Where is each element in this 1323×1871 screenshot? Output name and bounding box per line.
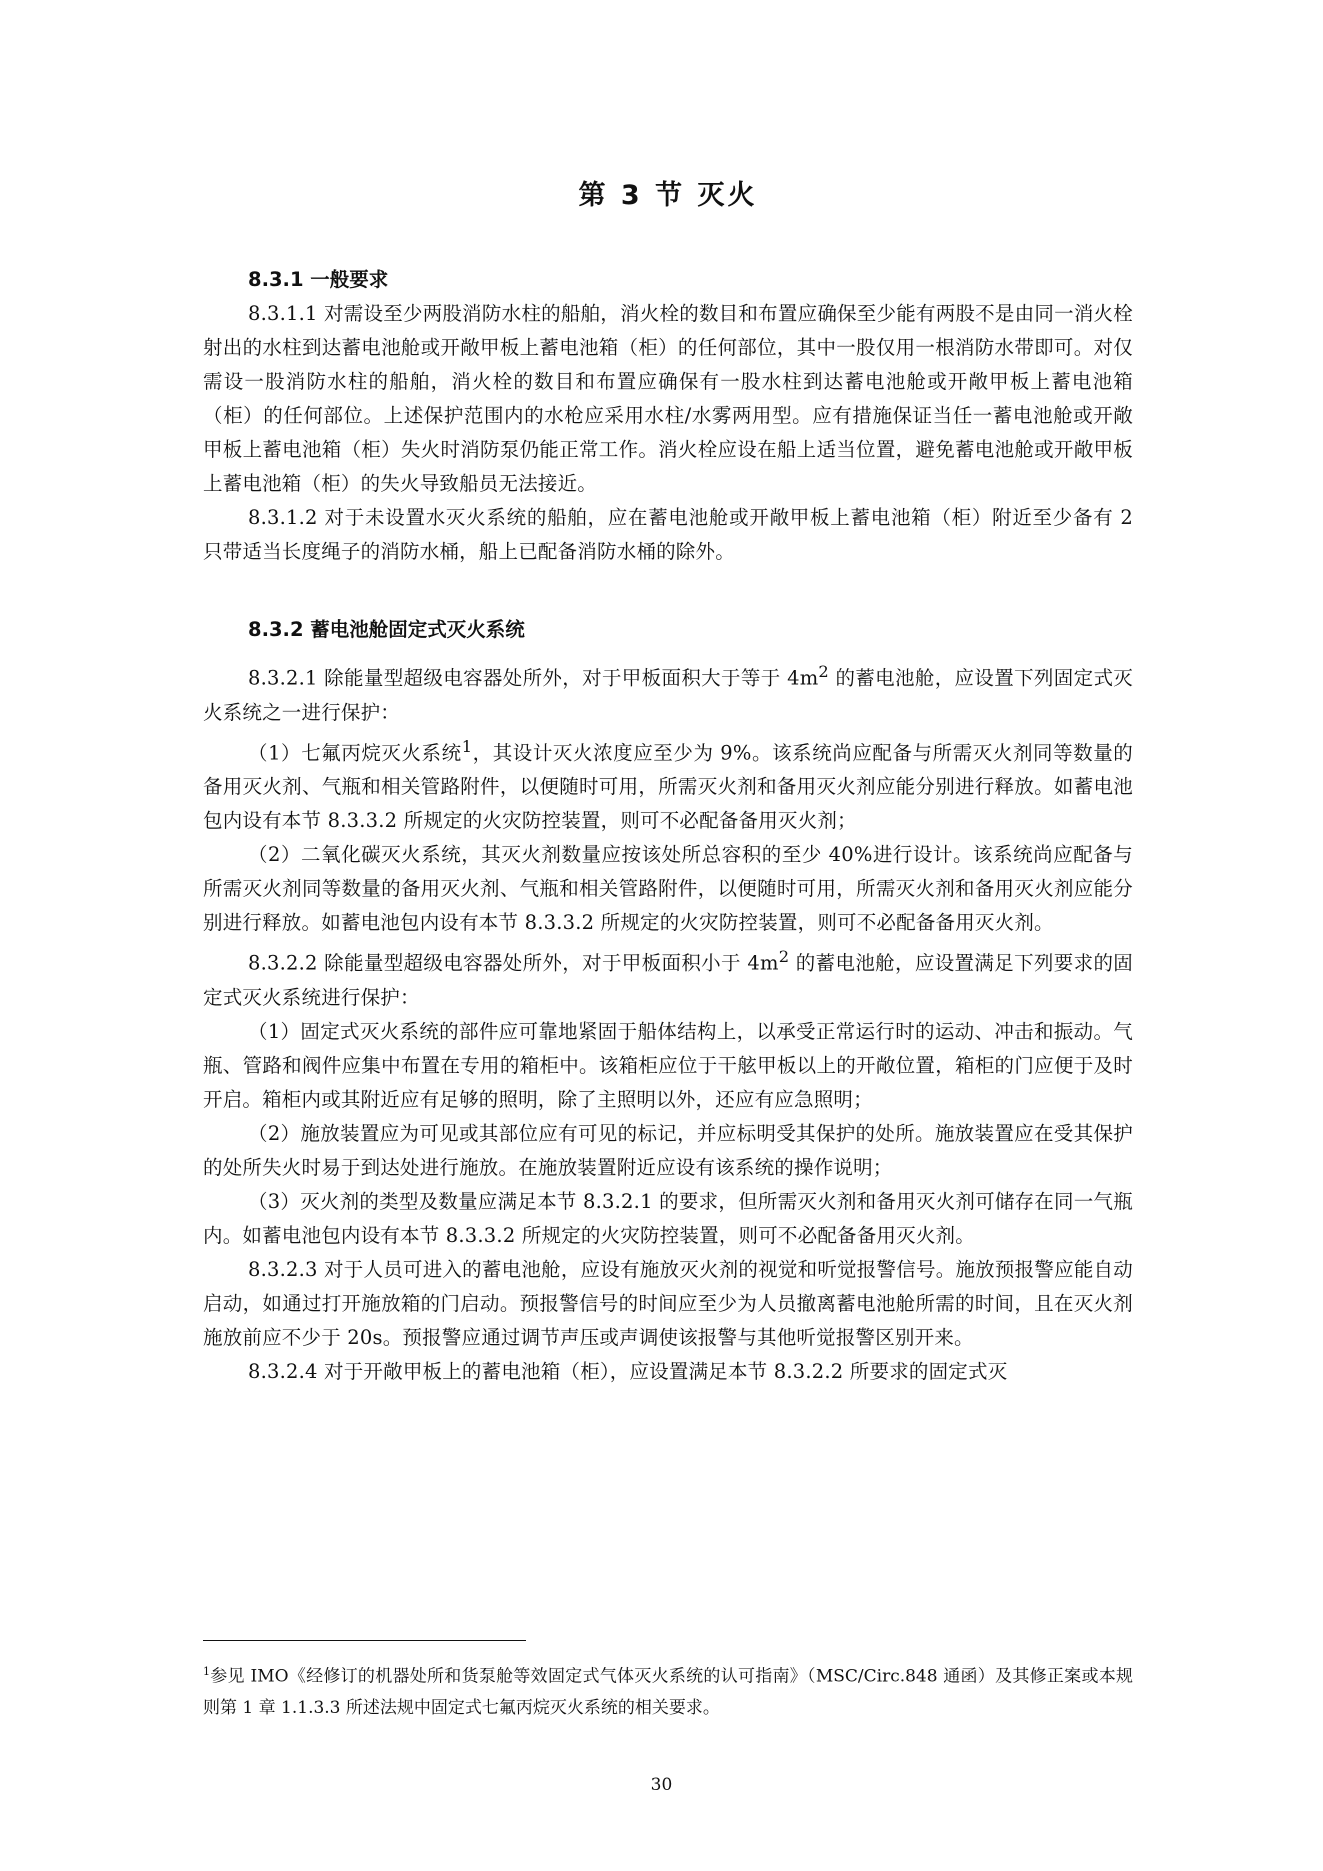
footnote bbox=[203, 1656, 1133, 1724]
list-item-co2-system: （2）二氧化碳灭火系统，其灭火剂数量应按该处所总容积的至少 40%进行设计。该系统尚应配备与所需灭火剂同等数量的备用灭火剂、气瓶和相关管路附件，以便随时可用，所需灭火剂和备用灭火剂应能分别进行释放。如蓄电池包内设有本节 8.3.3.2 所规定的火灾防控装置，则可不必配备备用灭火剂。 bbox=[203, 843, 1133, 934]
footnote-divider bbox=[203, 1640, 526, 1641]
superscript-2: 2 bbox=[778, 947, 790, 966]
page-number: 30 bbox=[650, 1775, 673, 1795]
list-item-halon-system: （1）七氟丙烷灭火系统$^1$，其设计灭火浓度应至少为 9%。该系统尚应配备与所需灭火剂同等数量的备用灭火剂、气瓶和相关管路附件，以便随时可用，所需灭火剂和备用灭火剂应能分别进行释放。如蓄电池包内设有本节 8.3.3.2 所规定的火灾防控装置，则可不必配备备用灭火剂； bbox=[203, 736, 1134, 832]
paragraph-8-3-2-1: 8.3.2.1 除能量型超级电容器处所外，对于甲板面积大于等于 $4m^2$ 的蓄电池舱，应设置下列固定式灭火系统之一进行保护： bbox=[203, 662, 1133, 724]
list-item-components: （1）固定式灭火系统的部件应可靠地紧固于船体结构上，以承受正常运行时的运动、冲击和振动。气瓶、管路和阀件应集中布置在专用的箱柜中。该箱柜应位于干舷甲板以上的开敞位置，箱柜的门应便于及时开启。箱柜内或其附近应有足够的照明，除了主照明以外，还应有应急照明； bbox=[203, 1019, 1133, 1111]
paragraph-8-3-1-2: 8.3.1.2 对于未设置水灭火系统的船舶，应在蓄电池舱或开敞甲板上蓄电池箱（柜）附近至少备有 2 只带适当长度绳子的消防水桶，船上已配备消防水桶的除外。 bbox=[203, 506, 1133, 563]
footnote-text: 参见 IMO《经修订的机器处所和货泵舱等效固定式气体灭火系统的认可指南》（MSC/Circ.848 通函）及其修正案或本规则第 1 章 1.1.3.3 所述法规中固定式七氟丙烷灭火系统的相关要求。 bbox=[203, 1666, 1133, 1718]
footnote-marker: 1 bbox=[203, 1665, 210, 1678]
subsection-heading-8-3-2: 8.3.2 蓄电池舱固定式灭火系统 bbox=[248, 618, 525, 641]
paragraph-8-3-2-2: 8.3.2.2 除能量型超级电容器处所外，对于甲板面积小于 $4m^2$ 的蓄电池舱，应设置满足下列要求的固定式灭火系统进行保护： bbox=[203, 947, 1133, 1009]
main-content bbox=[203, 172, 1133, 1389]
paragraph-8-3-2-4: 8.3.2.4 对于开敞甲板上的蓄电池箱（柜），应设置满足本节 8.3.2.2 所要求的固定式灭 bbox=[248, 1359, 1008, 1383]
list-item-agent-type: （3）灭火剂的类型及数量应满足本节 8.3.2.1 的要求，但所需灭火剂和备用灭火剂可储存在同一气瓶内。如蓄电池包内设有本节 8.3.3.2 所规定的火灾防控装置，则可不必配备备用灭火剂。 bbox=[203, 1189, 1133, 1247]
footnote-ref-1: 1 bbox=[461, 736, 473, 756]
subsection-heading-8-3-1: 8.3.1 一般要求 bbox=[248, 268, 389, 291]
paragraph-8-3-2-3: 8.3.2.3 对于人员可进入的蓄电池舱，应设有施放灭火剂的视觉和听觉报警信号。施放预报警应能自动启动，如通过打开施放箱的门启动。预报警信号的时间应至少为人员撤离蓄电池舱所需的时间，且在灭火剂施放前应不少于 20s。预报警应通过调节声压或声调使该报警与其他听觉报警区别开来。 bbox=[203, 1257, 1133, 1349]
list-item-release-device: （2）施放装置应为可见或其部位应有可见的标记，并应标明受其保护的处所。施放装置应在受其保护的处所失火时易于到达处进行施放。在施放装置附近应设有该系统的操作说明； bbox=[203, 1121, 1133, 1179]
paragraph-8-3-1-1: 8.3.1.1 对需设至少两股消防水柱的船舶，消火栓的数目和布置应确保至少能有两股不是由同一消火栓射出的水柱到达蓄电池舱或开敞甲板上蓄电池箱（柜）的任何部位，其中一股仅用一根消防水带即可。对仅需设一股消防水柱的船舶，消火栓的数目和布置应确保有一股水柱到达蓄电池舱或开敞甲板上蓄电池箱（柜）的任何部位。上述保护范围内的水枪应采用水柱/水雾两用型。应有措施保证当任一蓄电池舱或开敞甲板上蓄电池箱（柜）失火时消防泵仍能正常工作。消火栓应设在船上适当位置，避免蓄电池舱或开敞甲板上蓄电池箱（柜）的失火导致船员无法接近。 bbox=[203, 302, 1133, 495]
superscript-2: 2 bbox=[818, 662, 829, 681]
section-title: 第 3 节 灭火 bbox=[578, 180, 758, 211]
